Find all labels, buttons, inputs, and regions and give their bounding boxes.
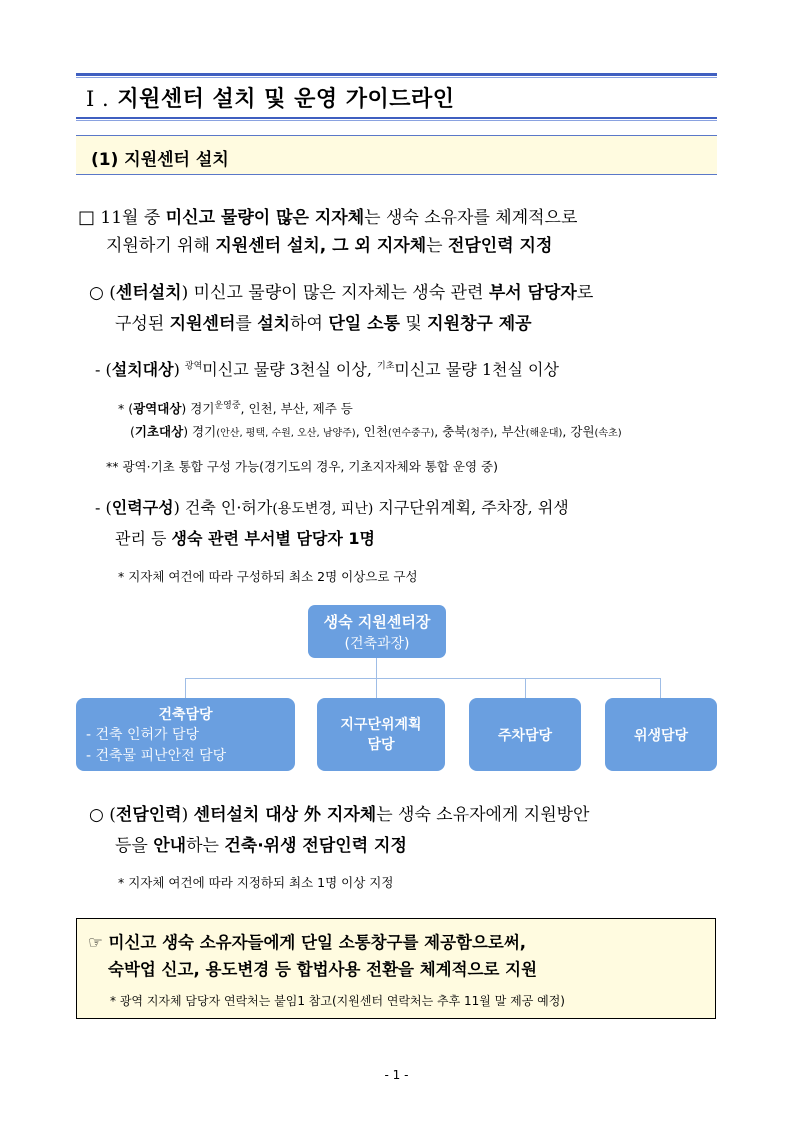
- org-box-title: 위생담당: [633, 728, 689, 744]
- text-run: 는: [426, 236, 448, 256]
- org-box-title: 건축담당: [158, 707, 213, 723]
- text-run: ) 건축 인·허가: [173, 498, 273, 517]
- paragraph-5-line-1: [89, 800, 589, 825]
- text-run: 하는: [186, 836, 225, 856]
- emphasis: 기초대상: [134, 424, 184, 439]
- emphasis: 건축·위생 전담인력 지정: [224, 836, 407, 856]
- text-run: , 충북: [434, 424, 467, 439]
- square-bullet: □: [78, 207, 96, 228]
- note-1: [118, 398, 353, 417]
- paragraph-4-line-1: [95, 495, 569, 518]
- text-run: - (: [95, 360, 112, 379]
- paragraph-4-line-2: [115, 526, 375, 549]
- paragraph-2-line-2: [115, 309, 532, 334]
- circle-bullet: ○: [89, 805, 104, 825]
- org-connector-horizontal: [185, 678, 661, 679]
- header-rule-top-thin: [76, 77, 717, 78]
- summary-line-2: 숙박업 신고, 용도변경 등 합법사용 전환을 체계적으로 지원: [108, 960, 538, 979]
- text-run: , 강원: [562, 424, 595, 439]
- text-run: 로: [576, 283, 594, 303]
- note-4: * 지자체 여건에 따라 구성하되 최소 2명 이상으로 구성: [118, 569, 418, 584]
- emphasis: 지원센터 설치, 그 외 지자체: [215, 236, 427, 256]
- org-head-subtitle: (건축과장): [344, 636, 410, 652]
- emphasis: 안내: [153, 836, 187, 856]
- text-run: 미신고 생숙 소유자들에게 단일 소통창구를 제공함으로써,: [108, 933, 527, 952]
- org-box-building: [76, 698, 295, 771]
- org-box-title: 주차담당: [497, 728, 553, 744]
- pointing-hand-icon: ☞: [88, 933, 103, 952]
- chapter-number: I .: [86, 87, 110, 111]
- text-run: , 인천: [355, 424, 388, 439]
- text-run: 등을: [115, 836, 154, 856]
- summary-line-1: [88, 929, 526, 953]
- text-run: 지원하기 위해: [106, 236, 216, 256]
- org-connector-drop: [185, 678, 186, 698]
- emphasis: 센터설치: [115, 283, 182, 303]
- note-2: [130, 422, 622, 440]
- emphasis: 설치: [257, 314, 291, 334]
- page-title: [86, 82, 455, 113]
- text-run: , 인천, 부산, 제주 등: [240, 401, 353, 417]
- text-run: 를: [235, 314, 258, 334]
- org-connector-vertical: [376, 658, 377, 678]
- paragraph-1-line-2: [106, 231, 552, 256]
- text-run: (속초): [594, 428, 622, 439]
- circle-bullet: ○: [89, 283, 104, 303]
- org-box-district-plan: [317, 698, 445, 771]
- emphasis: 설치대상: [111, 360, 174, 379]
- header-rule-bottom: [76, 117, 717, 119]
- page-number: - 1 -: [384, 1068, 409, 1082]
- text-run: 11월 중: [100, 208, 166, 228]
- note-5: * 지자체 여건에 따라 지정하되 최소 1명 이상 지정: [118, 875, 394, 890]
- org-head-title: 생숙 지원센터장: [323, 613, 431, 631]
- text-run: 는 생숙 소유자에게 지원방안: [376, 805, 590, 825]
- text-run: (: [130, 424, 135, 439]
- text-run: 미신고 물량 1천실 이상: [394, 360, 559, 379]
- text-run: 하여: [290, 314, 329, 334]
- header-rule-bottom-thin: [76, 120, 717, 121]
- org-box-item: - 건축 인허가 담당: [86, 727, 200, 743]
- emphasis: 인력구성: [111, 498, 174, 517]
- superscript: 운영중: [214, 401, 241, 411]
- summary-footnote: * 광역 지자체 담당자 연락처는 붙임1 참고(지원센터 연락처는 추후 11월 말 제공 예정): [110, 994, 565, 1008]
- org-connector-drop: [376, 678, 377, 698]
- text-run: - (: [95, 498, 112, 517]
- emphasis: 단일 소통: [328, 314, 400, 334]
- paragraph-3: [95, 357, 559, 380]
- text-run: ): [173, 360, 185, 379]
- paragraph-2-line-1: [89, 278, 593, 303]
- text-run: 는 생숙 소유자를 체계적으로: [364, 208, 578, 228]
- emphasis: 생숙 관련 부서별 담당자 1명: [171, 529, 375, 548]
- emphasis: 전담인력: [115, 805, 182, 825]
- text-run: * (: [118, 401, 134, 417]
- text-run: (안산, 평택, 수원, 오산, 남양주): [216, 428, 356, 439]
- text-run: ) 미신고 물량이 많은 지자체는 생숙 관련: [181, 283, 489, 303]
- text-run: (청주): [466, 428, 494, 439]
- text-run: 구성된: [115, 314, 170, 334]
- emphasis: 지원창구 제공: [427, 314, 532, 334]
- paragraph-5-line-2: [115, 831, 407, 856]
- emphasis: 전담인력 지정: [447, 236, 553, 256]
- paragraph-1-line-1: [78, 203, 577, 228]
- org-box-title: 담당: [367, 737, 395, 753]
- text-run: ): [181, 805, 194, 825]
- emphasis: 광역대상: [133, 401, 182, 417]
- emphasis: 지원센터: [169, 314, 236, 334]
- org-box-title: 지구단위계획: [340, 717, 422, 733]
- text-run: 관리 등: [115, 529, 172, 548]
- text-run: ) 경기: [181, 401, 215, 417]
- header-rule-top: [76, 73, 717, 76]
- chapter-title: 지원센터 설치 및 운영 가이드라인: [117, 87, 455, 112]
- emphasis: 미신고 물량이 많은 지자체: [165, 208, 365, 228]
- text-run: (연수중구): [387, 428, 435, 439]
- emphasis: 부서 담당자: [488, 283, 577, 303]
- text-run: 미신고 물량 3천실 이상,: [202, 360, 377, 379]
- org-box-item: - 건축물 피난안전 담당: [86, 748, 227, 764]
- org-head-box: [308, 605, 446, 658]
- text-run: , 부산: [493, 424, 526, 439]
- org-box-parking: [469, 698, 581, 771]
- text-run: (해운대): [525, 428, 563, 439]
- text-run: (: [109, 283, 116, 303]
- text-run: (: [109, 805, 116, 825]
- emphasis: 센터설치 대상 外 지자체: [193, 805, 377, 825]
- section-title: (1) 지원센터 설치: [91, 150, 229, 170]
- text-run: 지구단위계획, 주차장, 위생: [373, 498, 569, 517]
- text-run: 및: [399, 314, 428, 334]
- note-3: ** 광역·기초 통합 구성 가능(경기도의 경우, 기초지자체와 통합 운영 중): [106, 459, 498, 474]
- org-connector-drop: [660, 678, 661, 698]
- org-box-hygiene: [605, 698, 717, 771]
- superscript: 기초: [377, 361, 395, 372]
- superscript: 광역: [184, 361, 203, 372]
- org-connector-drop: [525, 678, 526, 698]
- text-run: ) 경기: [183, 424, 217, 439]
- text-run: (용도변경, 피난): [272, 501, 374, 517]
